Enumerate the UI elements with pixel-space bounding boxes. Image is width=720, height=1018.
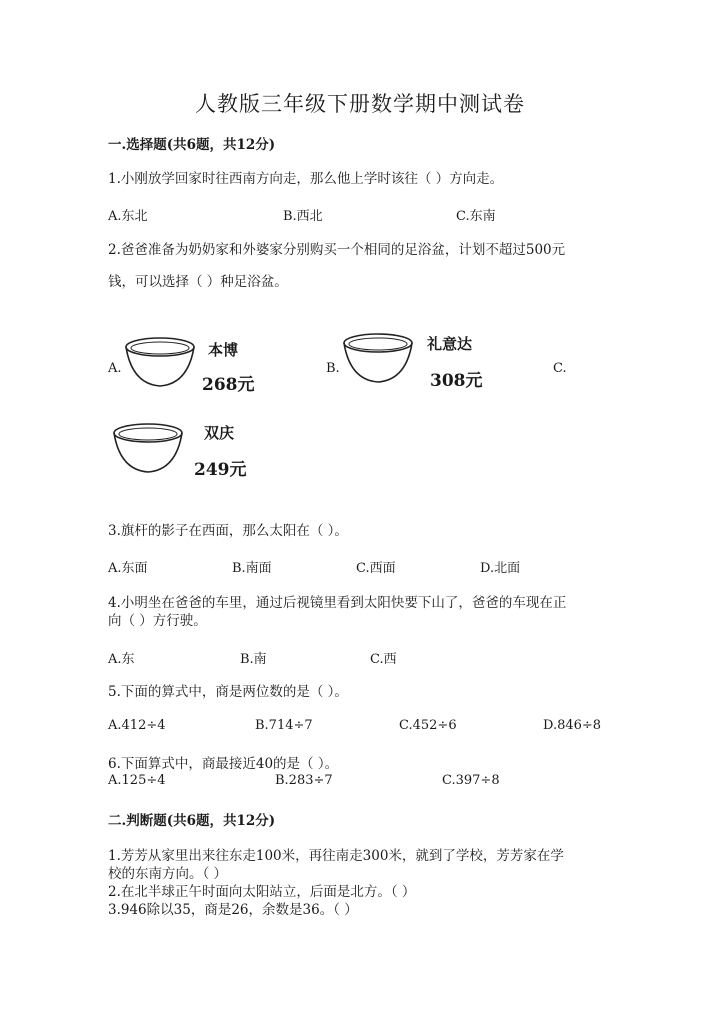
- q2-option-c-brand: 双庆: [204, 424, 235, 442]
- q5-option-c: C.452÷6: [399, 718, 457, 733]
- q4-option-c: C.西: [370, 652, 397, 667]
- q2-option-a-price: 268元: [202, 375, 255, 395]
- section-heading-choice: 一.选择题(共6题，共12分): [108, 137, 276, 153]
- q1-option-a: A.东北: [108, 209, 148, 224]
- q2-option-a-brand: 本博: [208, 341, 239, 359]
- q1-option-c: C.东南: [456, 209, 496, 224]
- q1-option-b: B.西北: [283, 209, 323, 224]
- q4-option-b: B.南: [240, 652, 267, 667]
- q2-option-c-letter: C.: [553, 361, 567, 376]
- judgement-1-line-1: 1.芳芳从家里出来往东走100米，再往南走300米，就到了学校，芳芳家在学: [108, 848, 564, 864]
- question-3: 3.旗杆的影子在西面，那么太阳在（ ）。: [108, 523, 348, 539]
- q2-option-a-letter: A.: [108, 361, 122, 376]
- question-6: 6.下面算式中，商最接近40的是（ ）。: [108, 756, 339, 772]
- question-2-line-1: 2.爸爸准备为奶奶家和外婆家分别购买一个相同的足浴盆，计划不超过500元: [108, 242, 566, 258]
- question-4-line-2: 向（ ）方行驶。: [108, 613, 207, 629]
- q2-option-c-price: 249元: [194, 460, 247, 480]
- question-2-line-2: 钱，可以选择（ ）种足浴盆。: [108, 274, 288, 290]
- q3-option-d: D.北面: [480, 561, 521, 576]
- q3-option-c: C.西面: [356, 561, 396, 576]
- q2-option-b-price: 308元: [430, 371, 483, 391]
- footbath-bowl-a-icon: [122, 334, 198, 392]
- section-heading-judgement: 二.判断题(共6题，共12分): [108, 813, 276, 829]
- q3-option-a: A.东面: [108, 561, 148, 576]
- question-1: 1.小刚放学回家时往西南方向走，那么他上学时该往（ ）方向走。: [108, 171, 504, 187]
- q5-option-d: D.846÷8: [543, 718, 602, 733]
- footbath-bowl-c-icon: [110, 420, 186, 478]
- judgement-1-line-2: 校的东南方向。（ ）: [108, 866, 228, 882]
- q4-option-a: A.东: [108, 652, 135, 667]
- question-4-line-1: 4.小明坐在爸爸的车里，通过后视镜里看到太阳快要下山了，爸爸的车现在正: [108, 595, 567, 611]
- question-5: 5.下面的算式中，商是两位数的是（ ）。: [108, 684, 348, 700]
- q6-option-a: A.125÷4: [108, 773, 166, 788]
- judgement-3: 3.946除以35，商是26，余数是36。（ ）: [108, 902, 358, 918]
- judgement-2: 2.在北半球正午时面向太阳站立，后面是北方。（ ）: [108, 884, 416, 900]
- q6-option-c: C.397÷8: [442, 773, 500, 788]
- q5-option-a: A.412÷4: [108, 718, 166, 733]
- footbath-bowl-b-icon: [340, 330, 416, 388]
- q6-option-b: B.283÷7: [275, 773, 333, 788]
- page-title: 人教版三年级下册数学期中测试卷: [195, 92, 525, 116]
- q3-option-b: B.南面: [232, 561, 272, 576]
- q2-option-b-brand: 礼意达: [427, 335, 473, 353]
- q2-option-b-letter: B.: [326, 361, 340, 376]
- q5-option-b: B.714÷7: [255, 718, 313, 733]
